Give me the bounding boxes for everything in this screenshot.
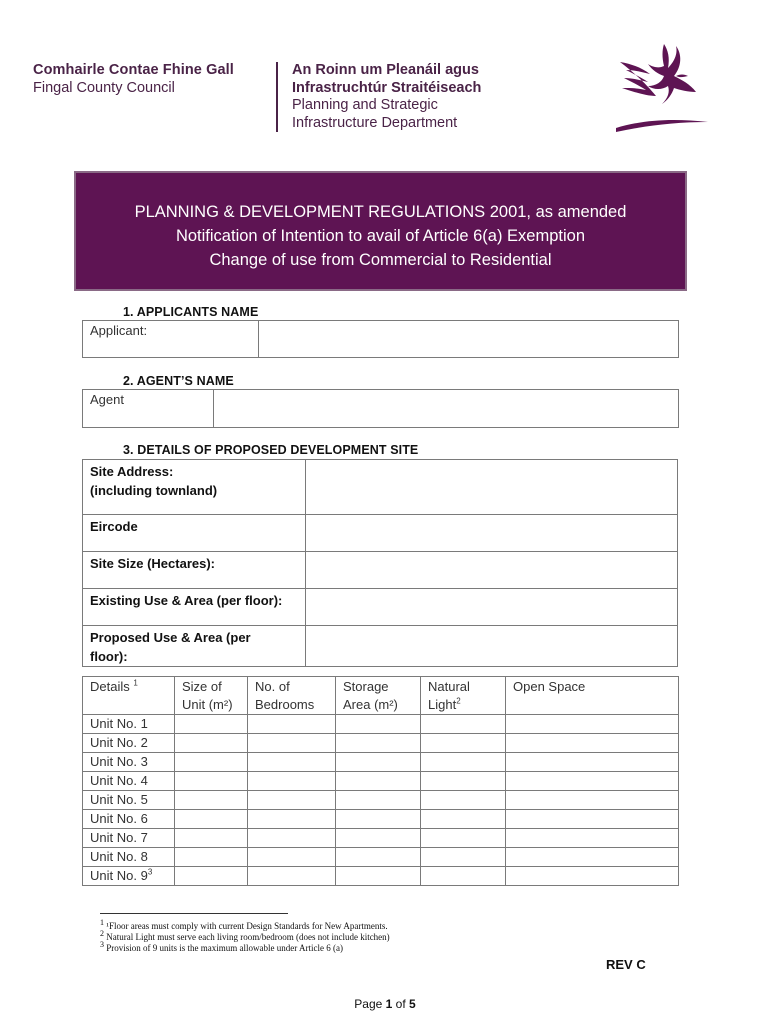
unit-size-cell[interactable] bbox=[175, 848, 248, 867]
header-text: Storage bbox=[343, 679, 389, 694]
footnote-num: 3 bbox=[100, 940, 104, 949]
footnote-2 bbox=[100, 929, 390, 942]
open-space-cell[interactable] bbox=[506, 867, 679, 886]
existing-use-row bbox=[83, 589, 678, 626]
label-line: Eircode bbox=[90, 519, 138, 534]
dept-english-line1: Planning and Strategic bbox=[292, 97, 438, 113]
department-name bbox=[292, 62, 481, 132]
unit-size-cell[interactable] bbox=[175, 715, 248, 734]
table-row bbox=[83, 810, 679, 829]
unit-label bbox=[83, 772, 175, 791]
natural-light-cell[interactable] bbox=[421, 829, 506, 848]
unit-label-text: Unit No. 2 bbox=[90, 735, 148, 750]
council-name-irish: Comhairle Contae Fhine Gall bbox=[33, 62, 234, 78]
natural-light-cell[interactable] bbox=[421, 715, 506, 734]
applicant-name-field[interactable] bbox=[259, 321, 678, 357]
unit-label-text: Unit No. 9 bbox=[90, 868, 148, 883]
storage-cell[interactable] bbox=[336, 867, 421, 886]
banner-title: PLANNING & DEVELOPMENT REGULATIONS 2001, as amended bbox=[134, 203, 627, 221]
footnote-separator bbox=[100, 913, 288, 914]
open-space-cell[interactable] bbox=[506, 810, 679, 829]
unit-size-cell[interactable] bbox=[175, 753, 248, 772]
header-open-space bbox=[506, 677, 679, 715]
unit-label bbox=[83, 829, 175, 848]
unit-label-text: Unit No. 6 bbox=[90, 811, 148, 826]
page-of: of bbox=[395, 997, 406, 1011]
header-bedrooms bbox=[248, 677, 336, 715]
footnote-ref: 3 bbox=[147, 867, 153, 877]
natural-light-cell[interactable] bbox=[421, 867, 506, 886]
natural-light-cell[interactable] bbox=[421, 753, 506, 772]
agent-label: Agent bbox=[90, 392, 124, 407]
label-line: Site Address: bbox=[90, 464, 174, 479]
label-line: Existing Use & Area (per floor): bbox=[90, 593, 283, 608]
header-text: Open Space bbox=[513, 679, 586, 694]
bedrooms-cell[interactable] bbox=[248, 791, 336, 810]
footnote-text: Provision of 9 units is the maximum allowable under Article 6 (a) bbox=[106, 943, 343, 953]
proposed-use-row bbox=[83, 626, 678, 667]
page-total: 5 bbox=[409, 997, 416, 1011]
site-size-field[interactable] bbox=[306, 552, 678, 589]
storage-cell[interactable] bbox=[336, 829, 421, 848]
unit-label-text: Unit No. 5 bbox=[90, 792, 148, 807]
footnote-num: 2 bbox=[100, 929, 104, 938]
unit-label bbox=[83, 810, 175, 829]
table-row bbox=[83, 867, 679, 886]
applicant-label: Applicant: bbox=[90, 323, 148, 338]
storage-cell[interactable] bbox=[336, 791, 421, 810]
footnote-ref: 1 bbox=[133, 678, 138, 688]
eircode-row bbox=[83, 515, 678, 552]
bird-logo-icon bbox=[612, 40, 712, 132]
unit-size-cell[interactable] bbox=[175, 772, 248, 791]
page-current: 1 bbox=[385, 997, 393, 1011]
eircode-label bbox=[83, 515, 306, 552]
unit-size-cell[interactable] bbox=[175, 791, 248, 810]
site-address-field[interactable] bbox=[306, 460, 678, 515]
label-line: Site Size (Hectares): bbox=[90, 556, 215, 571]
bedrooms-cell[interactable] bbox=[248, 715, 336, 734]
applicant-name-row bbox=[82, 320, 679, 358]
natural-light-cell[interactable] bbox=[421, 791, 506, 810]
open-space-cell[interactable] bbox=[506, 829, 679, 848]
header-text: No. of bbox=[255, 679, 290, 694]
proposed-use-field[interactable] bbox=[306, 626, 678, 667]
header-text: Natural bbox=[428, 679, 470, 694]
unit-label bbox=[83, 867, 175, 886]
header-text: Unit (m²) bbox=[182, 697, 233, 712]
table-row bbox=[83, 791, 679, 810]
natural-light-cell[interactable] bbox=[421, 772, 506, 791]
site-address-label bbox=[83, 460, 306, 515]
footnote-ref: 2 bbox=[456, 696, 461, 706]
footnote-1 bbox=[100, 918, 388, 931]
header-details bbox=[83, 677, 175, 715]
units-table bbox=[82, 676, 679, 886]
natural-light-cell[interactable] bbox=[421, 810, 506, 829]
eircode-field[interactable] bbox=[306, 515, 678, 552]
storage-cell[interactable] bbox=[336, 848, 421, 867]
open-space-cell[interactable] bbox=[506, 791, 679, 810]
council-name bbox=[33, 62, 234, 96]
unit-label-text: Unit No. 3 bbox=[90, 754, 148, 769]
open-space-cell[interactable] bbox=[506, 753, 679, 772]
council-name-english: Fingal County Council bbox=[33, 80, 175, 96]
footnote-3 bbox=[100, 940, 343, 953]
header-text: Light bbox=[428, 697, 457, 712]
table-row bbox=[83, 734, 679, 753]
page-prefix: Page bbox=[354, 997, 383, 1011]
header-unit-size bbox=[175, 677, 248, 715]
header-text: Size of bbox=[182, 679, 222, 694]
bedrooms-cell[interactable] bbox=[248, 867, 336, 886]
open-space-cell[interactable] bbox=[506, 848, 679, 867]
header-storage bbox=[336, 677, 421, 715]
storage-cell[interactable] bbox=[336, 753, 421, 772]
dept-english-line2: Infrastructure Department bbox=[292, 114, 458, 131]
section-applicants-heading: 1. APPLICANTS NAME bbox=[123, 305, 259, 319]
units-header-row bbox=[83, 677, 679, 715]
open-space-cell[interactable] bbox=[506, 715, 679, 734]
site-address-row bbox=[83, 460, 678, 515]
unit-label-text: Unit No. 8 bbox=[90, 849, 148, 864]
header-text: Details bbox=[90, 679, 130, 694]
storage-cell[interactable] bbox=[336, 810, 421, 829]
open-space-cell[interactable] bbox=[506, 772, 679, 791]
unit-label-text: Unit No. 1 bbox=[90, 716, 148, 731]
section-agent-heading: 2. AGENT’S NAME bbox=[123, 374, 234, 388]
open-space-cell[interactable] bbox=[506, 734, 679, 753]
unit-size-cell[interactable] bbox=[175, 810, 248, 829]
natural-light-cell[interactable] bbox=[421, 848, 506, 867]
bedrooms-cell[interactable] bbox=[248, 753, 336, 772]
form-title-banner bbox=[74, 171, 687, 291]
bedrooms-cell[interactable] bbox=[248, 829, 336, 848]
unit-size-cell[interactable] bbox=[175, 734, 248, 753]
table-row bbox=[83, 772, 679, 791]
unit-size-cell[interactable] bbox=[175, 829, 248, 848]
footnote-text: Natural Light must serve each living room/bedroom (does not include kitchen) bbox=[106, 932, 390, 942]
footnote-text: ¹Floor areas must comply with current Design Standards for New Apartments. bbox=[106, 921, 388, 931]
existing-use-field[interactable] bbox=[306, 589, 678, 626]
unit-size-cell[interactable] bbox=[175, 867, 248, 886]
unit-label bbox=[83, 734, 175, 753]
unit-label-text: Unit No. 7 bbox=[90, 830, 148, 845]
bedrooms-cell[interactable] bbox=[248, 734, 336, 753]
agent-name-field[interactable] bbox=[214, 390, 678, 427]
header-natural-light bbox=[421, 677, 506, 715]
footnote-num: 1 bbox=[100, 918, 104, 927]
header-text: Area (m²) bbox=[343, 697, 398, 712]
label-line: Proposed Use & Area (per bbox=[90, 630, 251, 645]
bedrooms-cell[interactable] bbox=[248, 772, 336, 791]
label-line: floor): bbox=[90, 648, 128, 664]
unit-label bbox=[83, 753, 175, 772]
table-row bbox=[83, 829, 679, 848]
section-site-heading: 3. DETAILS OF PROPOSED DEVELOPMENT SITE bbox=[123, 443, 419, 457]
table-row bbox=[83, 753, 679, 772]
unit-label-text: Unit No. 4 bbox=[90, 773, 148, 788]
header-divider bbox=[276, 62, 278, 132]
existing-use-label bbox=[83, 589, 306, 626]
dept-irish-line1: An Roinn um Pleanáil agus bbox=[292, 62, 479, 78]
site-size-row bbox=[83, 552, 678, 589]
unit-label bbox=[83, 791, 175, 810]
bedrooms-cell[interactable] bbox=[248, 810, 336, 829]
storage-cell[interactable] bbox=[336, 772, 421, 791]
dept-irish-line2: Infrastruchtúr Straitéiseach bbox=[292, 79, 482, 96]
revision-label: REV C bbox=[606, 957, 646, 972]
header-text: Bedrooms bbox=[255, 697, 315, 712]
site-size-label bbox=[83, 552, 306, 589]
storage-cell[interactable] bbox=[336, 734, 421, 753]
banner-subtitle: Notification of Intention to avail of Article 6(a) Exemption bbox=[175, 227, 586, 245]
unit-label bbox=[83, 848, 175, 867]
label-line: (including townland) bbox=[90, 482, 218, 498]
table-row bbox=[83, 715, 679, 734]
page-number bbox=[0, 997, 770, 1011]
table-row bbox=[83, 848, 679, 867]
proposed-use-label bbox=[83, 626, 306, 667]
banner-subtitle-2: Change of use from Commercial to Residential bbox=[209, 251, 552, 269]
unit-label bbox=[83, 715, 175, 734]
natural-light-cell[interactable] bbox=[421, 734, 506, 753]
storage-cell[interactable] bbox=[336, 715, 421, 734]
agent-name-row bbox=[82, 389, 679, 428]
bedrooms-cell[interactable] bbox=[248, 848, 336, 867]
site-details-table bbox=[82, 459, 678, 667]
